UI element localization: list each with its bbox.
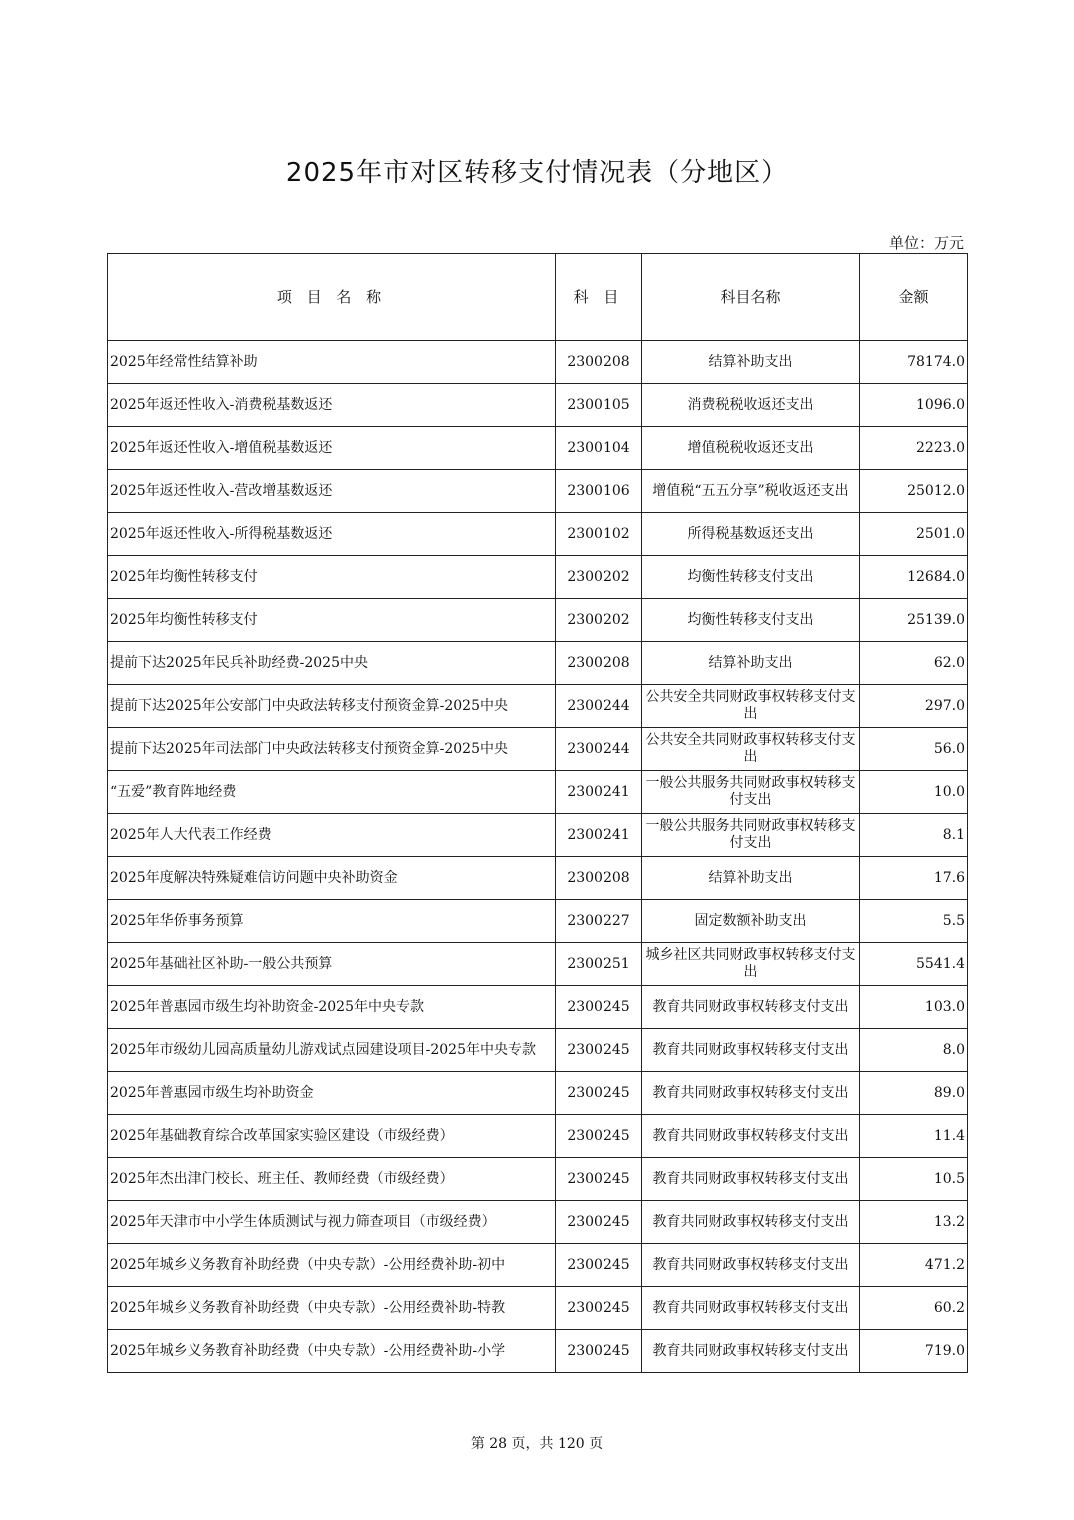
subject-code-cell: 2300241 — [556, 771, 642, 814]
subject-code-cell: 2300106 — [556, 470, 642, 513]
project-name-cell: 2025年人大代表工作经费 — [108, 814, 556, 857]
subject-code-cell: 2300251 — [556, 943, 642, 986]
project-name-cell: 提前下达2025年公安部门中央政法转移支付预资金算-2025中央 — [108, 685, 556, 728]
subject-code-cell: 2300208 — [556, 857, 642, 900]
page-number: 第 28 页，共 120 页 — [470, 1436, 604, 1452]
table-row — [108, 1029, 968, 1072]
amount-cell: 1096.0 — [860, 384, 968, 427]
subject-name-cell: 城乡社区共同财政事权转移支付支出 — [642, 943, 860, 986]
amount-cell: 103.0 — [860, 986, 968, 1029]
subject-code-cell: 2300245 — [556, 1201, 642, 1244]
subject-code-cell: 2300245 — [556, 1158, 642, 1201]
amount-cell: 78174.0 — [860, 341, 968, 384]
subject-name-cell: 公共安全共同财政事权转移支付支出 — [642, 728, 860, 771]
subject-code-cell: 2300208 — [556, 341, 642, 384]
amount-cell: 297.0 — [860, 685, 968, 728]
amount-cell: 12684.0 — [860, 556, 968, 599]
project-name-cell: 2025年杰出津门校长、班主任、教师经费（市级经费） — [108, 1158, 556, 1201]
amount-cell: 62.0 — [860, 642, 968, 685]
amount-cell: 11.4 — [860, 1115, 968, 1158]
project-name-cell: 2025年天津市中小学生体质测试与视力筛查项目（市级经费） — [108, 1201, 556, 1244]
unit-label: 单位：万元 — [888, 234, 964, 252]
subject-name-cell: 教育共同财政事权转移支付支出 — [642, 1072, 860, 1115]
page-title: 2025年市对区转移支付情况表（分地区） — [285, 158, 789, 188]
project-name-cell: 2025年均衡性转移支付 — [108, 599, 556, 642]
subject-name-cell: 增值税“五五分享”税收返还支出 — [642, 470, 860, 513]
transfer-payment-table — [107, 253, 968, 1373]
subject-code-cell: 2300245 — [556, 1244, 642, 1287]
subject-code-cell: 2300244 — [556, 728, 642, 771]
table-row — [108, 642, 968, 685]
project-name-cell: 2025年城乡义务教育补助经费（中央专款）-公用经费补助-初中 — [108, 1244, 556, 1287]
subject-code-cell: 2300245 — [556, 1029, 642, 1072]
table-row — [108, 943, 968, 986]
subject-code-cell: 2300102 — [556, 513, 642, 556]
subject-name-cell: 教育共同财政事权转移支付支出 — [642, 1330, 860, 1373]
header-amount: 金额 — [860, 254, 968, 341]
subject-code-cell: 2300104 — [556, 427, 642, 470]
amount-cell: 5.5 — [860, 900, 968, 943]
subject-code-cell: 2300245 — [556, 1115, 642, 1158]
subject-name-cell: 一般公共服务共同财政事权转移支付支出 — [642, 771, 860, 814]
table-row — [108, 1072, 968, 1115]
project-name-cell: 2025年基础教育综合改革国家实验区建设（市级经费） — [108, 1115, 556, 1158]
table-row — [108, 1244, 968, 1287]
table-row — [108, 384, 968, 427]
table-row — [108, 341, 968, 384]
amount-cell: 10.5 — [860, 1158, 968, 1201]
table-row — [108, 857, 968, 900]
table-header-row — [108, 254, 968, 341]
project-name-cell: 2025年城乡义务教育补助经费（中央专款）-公用经费补助-小学 — [108, 1330, 556, 1373]
subject-code-cell: 2300105 — [556, 384, 642, 427]
subject-name-cell: 结算补助支出 — [642, 642, 860, 685]
subject-name-cell: 所得税基数返还支出 — [642, 513, 860, 556]
subject-code-cell: 2300244 — [556, 685, 642, 728]
amount-cell: 8.1 — [860, 814, 968, 857]
subject-name-cell: 固定数额补助支出 — [642, 900, 860, 943]
amount-cell: 2223.0 — [860, 427, 968, 470]
subject-code-cell: 2300245 — [556, 1287, 642, 1330]
project-name-cell: 2025年市级幼儿园高质量幼儿游戏试点园建设项目-2025年中央专款 — [108, 1029, 556, 1072]
subject-name-cell: 均衡性转移支付支出 — [642, 599, 860, 642]
subject-code-cell: 2300208 — [556, 642, 642, 685]
subject-code-cell: 2300245 — [556, 986, 642, 1029]
subject-code-cell: 2300245 — [556, 1072, 642, 1115]
subject-name-cell: 结算补助支出 — [642, 857, 860, 900]
subject-name-cell: 一般公共服务共同财政事权转移支付支出 — [642, 814, 860, 857]
amount-cell: 2501.0 — [860, 513, 968, 556]
subject-code-cell: 2300245 — [556, 1330, 642, 1373]
subject-name-cell: 增值税税收返还支出 — [642, 427, 860, 470]
amount-cell: 60.2 — [860, 1287, 968, 1330]
amount-cell: 25139.0 — [860, 599, 968, 642]
project-name-cell: 提前下达2025年民兵补助经费-2025中央 — [108, 642, 556, 685]
project-name-cell: 提前下达2025年司法部门中央政法转移支付预资金算-2025中央 — [108, 728, 556, 771]
project-name-cell: 2025年返还性收入-所得税基数返还 — [108, 513, 556, 556]
table-row — [108, 1330, 968, 1373]
subject-name-cell: 教育共同财政事权转移支付支出 — [642, 1029, 860, 1072]
subject-name-cell: 教育共同财政事权转移支付支出 — [642, 1201, 860, 1244]
subject-code-cell: 2300202 — [556, 599, 642, 642]
project-name-cell: 2025年返还性收入-营改增基数返还 — [108, 470, 556, 513]
subject-name-cell: 公共安全共同财政事权转移支付支出 — [642, 685, 860, 728]
table-row — [108, 771, 968, 814]
project-name-cell: “五爱”教育阵地经费 — [108, 771, 556, 814]
subject-name-cell: 结算补助支出 — [642, 341, 860, 384]
amount-cell: 13.2 — [860, 1201, 968, 1244]
subject-name-cell: 教育共同财政事权转移支付支出 — [642, 986, 860, 1029]
project-name-cell: 2025年普惠园市级生均补助资金-2025年中央专款 — [108, 986, 556, 1029]
table-row — [108, 1158, 968, 1201]
table-row — [108, 685, 968, 728]
table-row — [108, 1287, 968, 1330]
header-subject-code: 科 目 — [556, 254, 642, 341]
amount-cell: 17.6 — [860, 857, 968, 900]
table-row — [108, 513, 968, 556]
amount-cell: 5541.4 — [860, 943, 968, 986]
table-row — [108, 986, 968, 1029]
amount-cell: 89.0 — [860, 1072, 968, 1115]
subject-name-cell: 教育共同财政事权转移支付支出 — [642, 1115, 860, 1158]
table-row — [108, 427, 968, 470]
amount-cell: 25012.0 — [860, 470, 968, 513]
project-name-cell: 2025年城乡义务教育补助经费（中央专款）-公用经费补助-特教 — [108, 1287, 556, 1330]
subject-name-cell: 均衡性转移支付支出 — [642, 556, 860, 599]
project-name-cell: 2025年均衡性转移支付 — [108, 556, 556, 599]
amount-cell: 8.0 — [860, 1029, 968, 1072]
table-row — [108, 900, 968, 943]
subject-name-cell: 教育共同财政事权转移支付支出 — [642, 1244, 860, 1287]
project-name-cell: 2025年普惠园市级生均补助资金 — [108, 1072, 556, 1115]
header-subject-name: 科目名称 — [642, 254, 860, 341]
amount-cell: 471.2 — [860, 1244, 968, 1287]
table-row — [108, 1201, 968, 1244]
project-name-cell: 2025年经常性结算补助 — [108, 341, 556, 384]
subject-name-cell: 教育共同财政事权转移支付支出 — [642, 1158, 860, 1201]
project-name-cell: 2025年返还性收入-增值税基数返还 — [108, 427, 556, 470]
subject-code-cell: 2300202 — [556, 556, 642, 599]
table-row — [108, 1115, 968, 1158]
amount-cell: 719.0 — [860, 1330, 968, 1373]
project-name-cell: 2025年基础社区补助-一般公共预算 — [108, 943, 556, 986]
subject-code-cell: 2300241 — [556, 814, 642, 857]
subject-name-cell: 消费税税收返还支出 — [642, 384, 860, 427]
table-row — [108, 599, 968, 642]
amount-cell: 56.0 — [860, 728, 968, 771]
table-row — [108, 556, 968, 599]
project-name-cell: 2025年华侨事务预算 — [108, 900, 556, 943]
project-name-cell: 2025年度解决特殊疑难信访问题中央补助资金 — [108, 857, 556, 900]
amount-cell: 10.0 — [860, 771, 968, 814]
table-row — [108, 814, 968, 857]
subject-name-cell: 教育共同财政事权转移支付支出 — [642, 1287, 860, 1330]
header-project-name: 项 目 名 称 — [108, 254, 556, 341]
table-row — [108, 470, 968, 513]
subject-code-cell: 2300227 — [556, 900, 642, 943]
table-row — [108, 728, 968, 771]
project-name-cell: 2025年返还性收入-消费税基数返还 — [108, 384, 556, 427]
